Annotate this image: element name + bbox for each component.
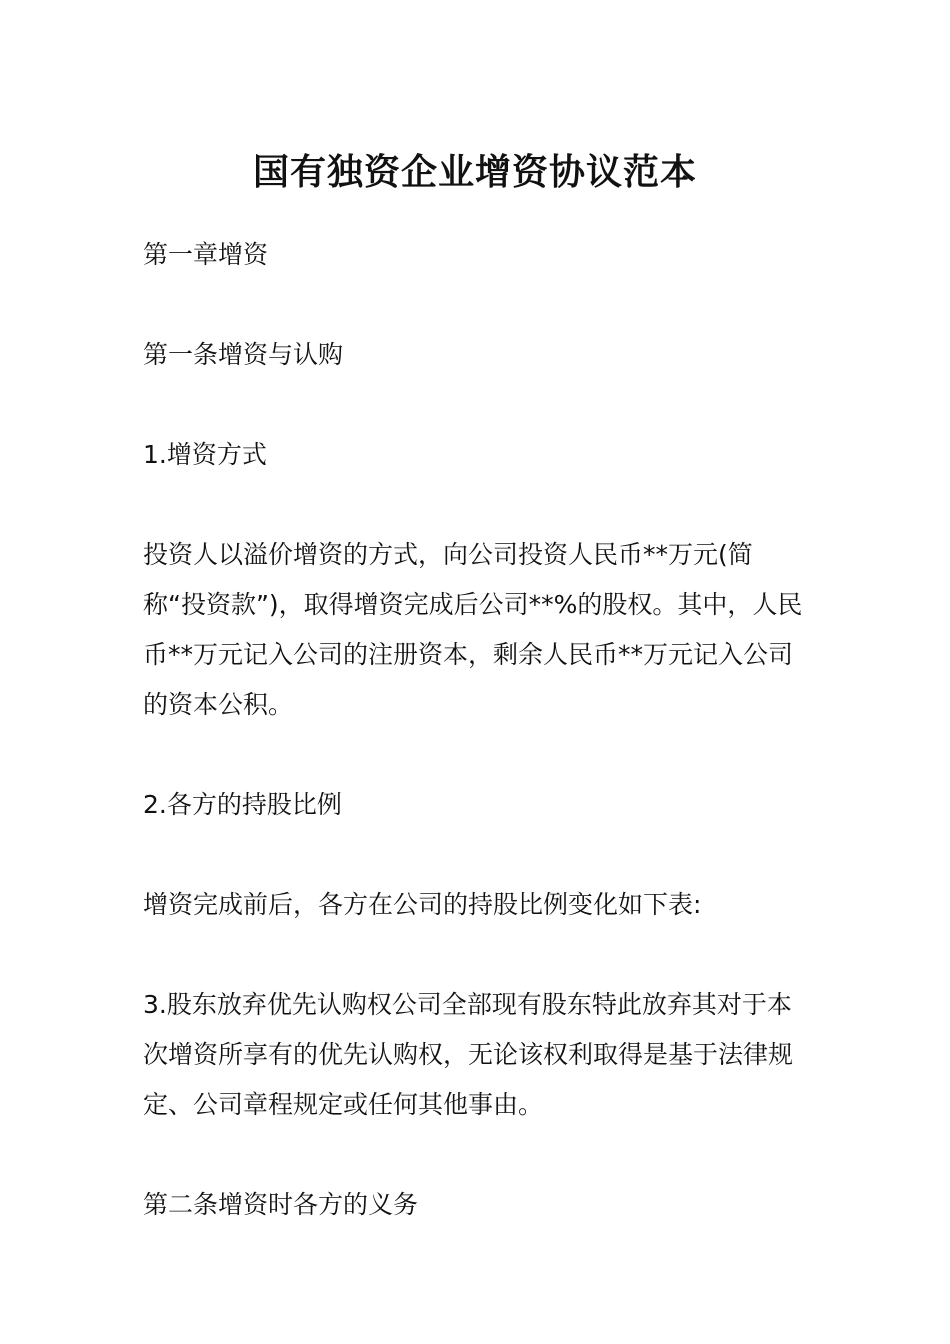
- chapter-heading: 第一章增资: [143, 240, 269, 269]
- item-2-heading: 2.各方的持股比例: [143, 790, 342, 819]
- document-title: 国有独资企业增资协议范本: [252, 151, 697, 193]
- article-1-heading: 第一条增资与认购: [143, 340, 344, 369]
- item-2-paragraph: 增资完成前后，各方在公司的持股比例变化如下表:: [143, 890, 702, 919]
- article-2-heading: 第二条增资时各方的义务: [143, 1190, 419, 1219]
- item-3-paragraph: 3.股东放弃优先认购权公司全部现有股东特此放弃其对于本次增资所享有的优先认购权，无论该权利取得是基于法律规定、公司章程规定或任何其他事由。: [143, 990, 794, 1119]
- item-1-heading: 1.增资方式: [143, 440, 267, 469]
- item-1-paragraph: 投资人以溢价增资的方式，向公司投资人民币**万元(简称“投资款”)，取得增资完成后公司**%的股权。其中，人民币**万元记入公司的注册资本，剩余人民币**万元记入公司的资本公积。: [143, 540, 803, 719]
